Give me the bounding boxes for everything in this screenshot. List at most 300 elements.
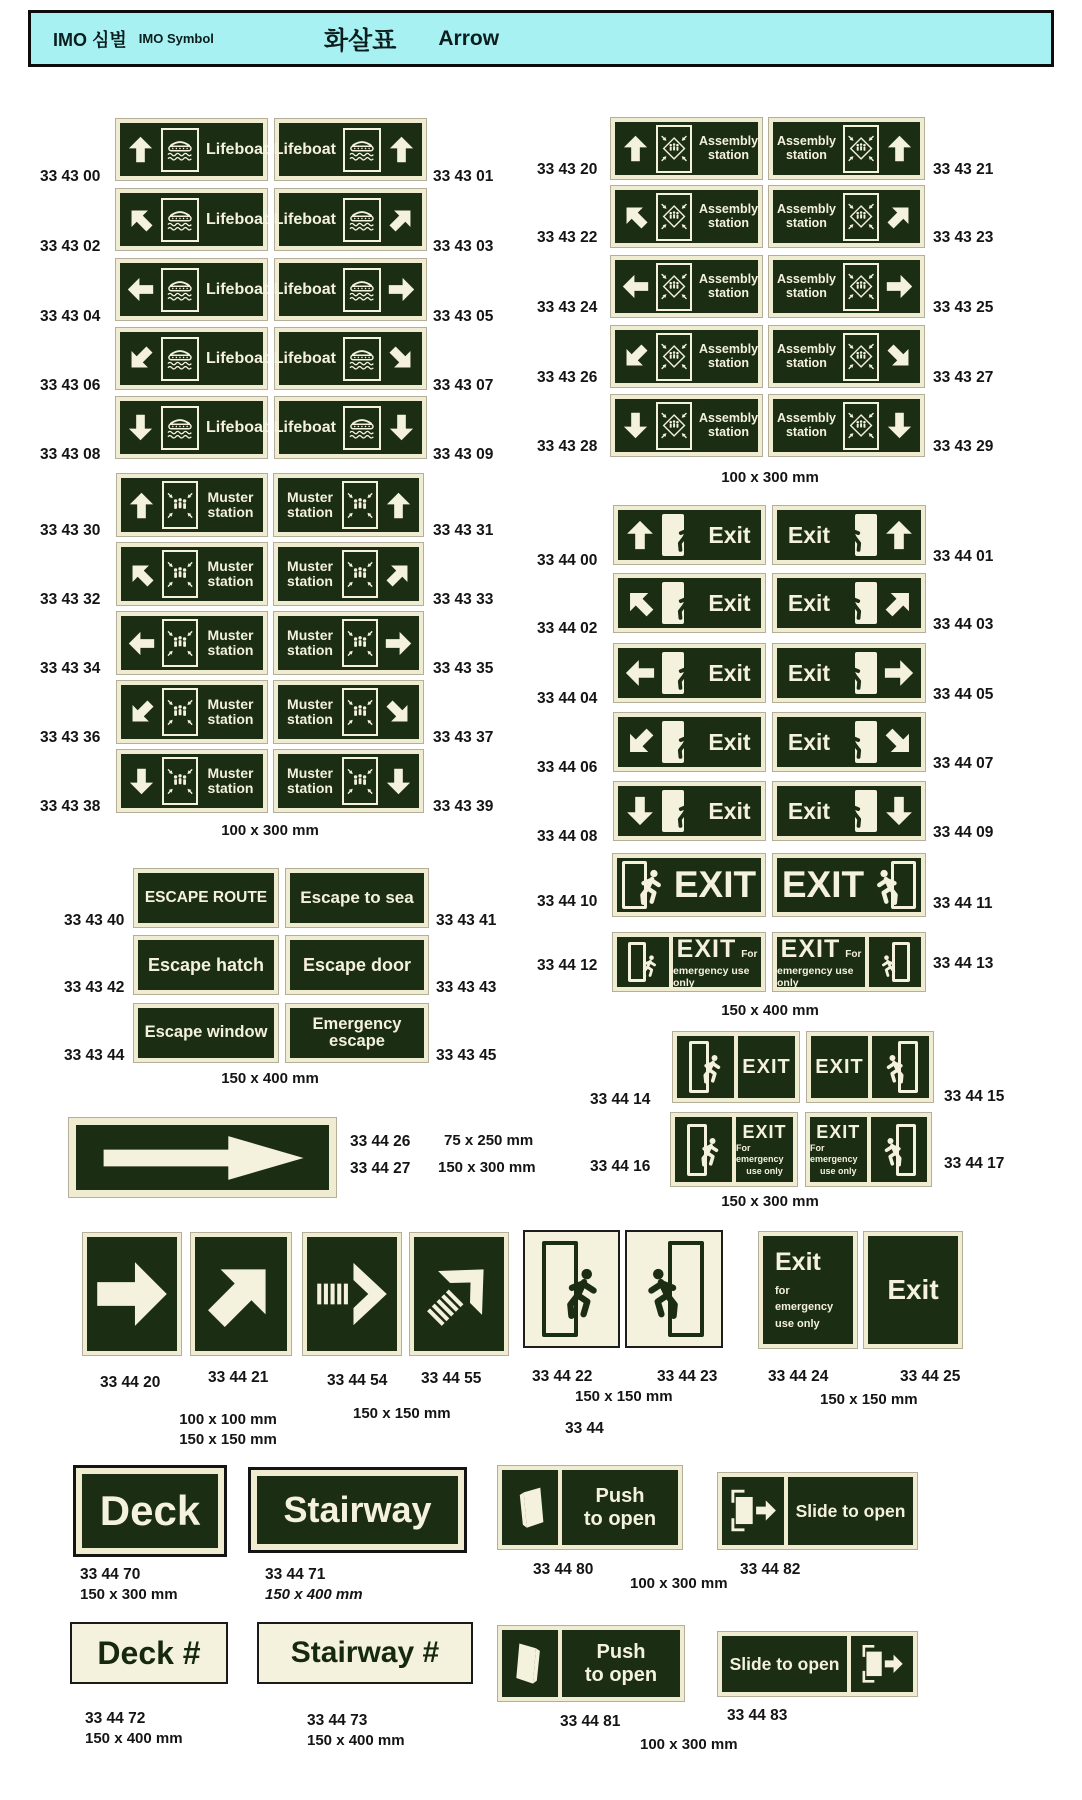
sign-33-43-39	[273, 749, 424, 813]
sign-text: Muster station	[207, 764, 254, 796]
sign-33-44-80	[497, 1465, 683, 1550]
sign-33-44-21	[190, 1232, 292, 1356]
exit-man-door-icon	[689, 1041, 723, 1093]
assembly-icon	[656, 333, 692, 381]
emergency-text: for	[775, 1284, 790, 1297]
running-man-icon	[880, 1046, 910, 1093]
running-man-icon	[870, 866, 907, 909]
arrow-up-left-icon	[625, 588, 655, 618]
exit-word: EXIT	[815, 1055, 864, 1078]
lifeboat-icon	[343, 337, 381, 381]
size-label: 150 x 400 mm	[307, 1732, 405, 1749]
exit-man-door-icon	[644, 1241, 704, 1337]
sign-33-44-09	[772, 781, 926, 841]
arrow-down-left-icon	[622, 343, 649, 370]
muster-icon	[342, 688, 378, 736]
code-label: 33 44 24	[768, 1368, 829, 1385]
sign-33-43-33	[273, 542, 424, 606]
sign-text: Assembly station	[776, 202, 836, 230]
sign-text: Assembly station	[699, 342, 759, 370]
code-label: 33 43 27	[933, 369, 994, 386]
sign-text: Muster station	[287, 488, 333, 520]
sign-text: Exit	[708, 659, 751, 686]
exit-man-door-icon	[841, 514, 877, 556]
arrow-up-icon	[625, 520, 655, 550]
sign-33-44-01	[772, 505, 926, 565]
code-label: 33 43 24	[537, 299, 598, 316]
sign-33-44-20	[82, 1232, 182, 1356]
sign-33-44-26-27	[68, 1117, 337, 1198]
sign-text: Exit	[787, 728, 831, 755]
sign-33-43-04	[115, 258, 268, 321]
exit-man-door-icon	[841, 652, 877, 694]
code-label: 33 44 15	[944, 1088, 1005, 1105]
code-label: 33 44 08	[537, 828, 598, 845]
sign-33-43-05	[274, 258, 427, 321]
sign-33-44-03	[772, 573, 926, 633]
arrow-down-icon	[128, 768, 155, 795]
sign-33-43-44	[133, 1003, 279, 1063]
arrow-up-icon	[127, 136, 154, 163]
running-man-icon	[670, 656, 702, 694]
code-label: 33 44 21	[208, 1369, 269, 1386]
arrow-up-left-icon	[127, 206, 154, 233]
sign-33-44-15	[806, 1031, 934, 1103]
sign-text: Push to open	[562, 1630, 680, 1697]
code-label: 33 43 08	[40, 446, 101, 463]
sign-text: Emergency escape	[312, 1014, 402, 1050]
exit-man-door-icon	[880, 942, 910, 982]
code-label: 33 43 01	[433, 168, 494, 185]
arrow-up-left-icon	[128, 561, 155, 588]
sign-33-43-08	[115, 396, 268, 459]
arrow-right-icon	[95, 1132, 310, 1184]
sign-33-43-36	[116, 680, 268, 744]
code-label: 33 44 17	[944, 1155, 1005, 1172]
sign-33-44-06	[613, 712, 766, 772]
muster-icon	[342, 550, 378, 598]
sign-text: Assembly station	[699, 202, 759, 230]
striped-arrow-right-icon	[315, 1257, 389, 1331]
running-man-icon	[637, 951, 660, 982]
sign-text: Stairway #	[290, 1636, 440, 1669]
sign-text: Exit	[708, 521, 751, 548]
code-label: 33 44 01	[933, 548, 994, 565]
sign-text: Lifeboat	[273, 349, 336, 367]
code-label: 33 44 83	[727, 1707, 788, 1724]
code-label: 33 44 55	[421, 1370, 482, 1387]
striped-arrow-up-right-icon	[422, 1257, 496, 1331]
code-label: 33 44 10	[537, 893, 598, 910]
sign-text: Deck #	[97, 1634, 201, 1671]
code-label: 33 44 22	[532, 1368, 593, 1385]
arrow-left-icon	[622, 273, 649, 300]
code-label: 33 43 26	[537, 369, 598, 386]
running-man-icon	[879, 1129, 909, 1176]
code-label: 33 43 32	[40, 591, 101, 608]
sign-33-44-70	[73, 1465, 227, 1557]
sign-text: Assembly station	[699, 134, 759, 162]
arrow-left-icon	[625, 658, 655, 688]
arrow-up-icon	[128, 492, 155, 519]
sign-text: Muster station	[207, 488, 254, 520]
sign-33-43-27	[768, 325, 925, 388]
sign-text: Exit	[787, 797, 831, 824]
exit-word: EXIT	[780, 935, 841, 963]
sign-text: Muster station	[207, 626, 254, 658]
sign-33-44-04	[613, 643, 766, 703]
code-label: 33 44 16	[590, 1158, 651, 1175]
size-label: 150 x 400 mm	[85, 1730, 183, 1747]
running-man-icon	[639, 1251, 692, 1337]
code-label: 33 44 09	[933, 824, 994, 841]
size-label: 150 x 150 mm	[353, 1405, 451, 1422]
emergency-text: For emergency	[736, 1143, 784, 1165]
arrow-left-icon	[128, 630, 155, 657]
exit-word: EXIT	[673, 864, 757, 905]
sign-text: Assembly station	[776, 134, 836, 162]
exit-man-door-icon	[687, 1124, 721, 1176]
size-label: 150 x 300 mm	[721, 1193, 819, 1210]
code-label: 33 43 45	[436, 1047, 497, 1064]
code-label: 33 44 23	[657, 1368, 718, 1385]
sign-33-44-24	[758, 1231, 858, 1349]
assembly-icon	[843, 333, 879, 381]
muster-icon	[162, 481, 198, 529]
arrow-up-right-icon	[204, 1257, 278, 1331]
exit-man-door-icon	[841, 582, 877, 624]
sign-text: Escape hatch	[147, 954, 265, 975]
exit-word: Exit	[775, 1247, 821, 1276]
arrow-right-icon	[388, 276, 415, 303]
size-label: 100 x 300 mm	[640, 1736, 738, 1753]
code-label: 33 43 21	[933, 161, 994, 178]
arrow-down-icon	[622, 412, 649, 439]
code-label: 33 43 44	[64, 1047, 125, 1064]
header-imo-symbol: IMO Symbol	[138, 31, 214, 46]
sign-text: Exit	[787, 589, 831, 616]
code-label: 33 44 06	[537, 759, 598, 776]
code-label: 33 44 25	[900, 1368, 961, 1385]
running-man-icon	[554, 1251, 607, 1337]
code-label: 33 43 33	[433, 591, 494, 608]
code-label: 33 43 20	[537, 161, 598, 178]
exit-word: EXIT	[676, 935, 737, 963]
sign-33-43-09	[274, 396, 427, 459]
code-label: 33 44 70	[80, 1566, 141, 1583]
sign-text: Assembly station	[699, 411, 759, 439]
arrow-down-left-icon	[127, 345, 154, 372]
running-man-icon	[838, 656, 870, 694]
code-label: 33 44 54	[327, 1372, 388, 1389]
size-label: 100 x 300 mm	[221, 822, 319, 839]
sign-33-43-37	[273, 680, 424, 744]
code-label: 33 44 13	[933, 955, 994, 972]
exit-man-door-icon	[662, 790, 698, 832]
arrow-up-icon	[884, 520, 914, 550]
sign-text: Assembly station	[699, 272, 759, 300]
arrow-down-right-icon	[886, 343, 913, 370]
running-man-icon	[631, 866, 668, 909]
running-man-icon	[670, 518, 702, 556]
size-label: 150 x 400 mm	[721, 1002, 819, 1019]
arrow-down-icon	[886, 412, 913, 439]
size-label: 150 x 150 mm	[179, 1431, 277, 1448]
exit-man-door-icon	[841, 790, 877, 832]
code-label: 33 44 73	[307, 1712, 368, 1729]
assembly-icon	[656, 402, 692, 450]
sign-text: Lifeboat	[206, 140, 269, 158]
code-label: 33 43 06	[40, 377, 101, 394]
sign-text: Lifeboat	[206, 349, 269, 367]
arrow-down-right-icon	[385, 699, 412, 726]
code-label: 33 44 82	[740, 1561, 801, 1578]
code-label: 33 44 26	[350, 1133, 411, 1150]
sign-33-43-29	[768, 394, 925, 457]
exit-man-door-icon	[874, 861, 916, 909]
arrow-left-icon	[127, 276, 154, 303]
sign-33-43-21	[768, 117, 925, 180]
sign-33-43-32	[116, 542, 268, 606]
sign-text: Muster station	[287, 557, 333, 589]
code-label: 33 44	[565, 1420, 604, 1437]
slide-door-icon	[851, 1636, 913, 1692]
push-door-icon	[502, 1630, 558, 1697]
running-man-icon	[877, 951, 900, 982]
running-man-icon	[670, 725, 702, 763]
arrow-down-icon	[127, 414, 154, 441]
code-label: 33 44 14	[590, 1091, 651, 1108]
sign-text: Escape to sea	[300, 888, 414, 908]
sign-33-44-73	[257, 1622, 473, 1684]
arrow-up-icon	[622, 135, 649, 162]
sign-33-43-02	[115, 188, 268, 251]
code-label: 33 44 05	[933, 686, 994, 703]
sign-33-43-20	[610, 117, 763, 180]
sign-33-43-30	[116, 473, 268, 537]
emergency-text: emergency use only	[777, 965, 854, 989]
code-label: 33 43 36	[40, 729, 101, 746]
size-label: 150 x 150 mm	[820, 1391, 918, 1408]
arrow-down-icon	[388, 414, 415, 441]
arrow-down-right-icon	[884, 727, 914, 757]
arrow-up-icon	[385, 492, 412, 519]
code-label: 33 44 02	[537, 620, 598, 637]
lifeboat-icon	[161, 406, 199, 450]
code-label: 33 43 40	[64, 912, 125, 929]
emergency-text: emergency	[775, 1301, 834, 1314]
sign-33-43-03	[274, 188, 427, 251]
exit-man-door-icon	[622, 861, 664, 909]
assembly-icon	[843, 263, 879, 311]
sign-text: Slide to open	[722, 1636, 847, 1692]
running-man-icon	[838, 586, 870, 624]
sign-33-44-00	[613, 505, 766, 565]
running-man-icon	[838, 518, 870, 556]
sign-text: Slide to open	[788, 1477, 913, 1545]
sign-text: Stairway	[283, 1489, 432, 1531]
sign-33-43-24	[610, 255, 763, 318]
arrow-up-icon	[886, 135, 913, 162]
code-label: 33 44 03	[933, 616, 994, 633]
lifeboat-icon	[161, 337, 199, 381]
arrow-down-right-icon	[388, 345, 415, 372]
exit-man-door-icon	[882, 1124, 916, 1176]
code-label: 33 43 03	[433, 238, 494, 255]
code-label: 33 43 42	[64, 979, 125, 996]
exit-word: EXIT	[742, 1122, 787, 1143]
lifeboat-icon	[343, 198, 381, 242]
sign-33-44-83	[717, 1631, 918, 1697]
sign-33-44-72	[70, 1622, 228, 1684]
code-label: 33 44 72	[85, 1710, 146, 1727]
emergency-text: use only	[819, 1165, 857, 1176]
sign-33-44-12	[612, 932, 766, 992]
sign-33-43-06	[115, 327, 268, 390]
code-label: 33 44 20	[100, 1374, 161, 1391]
sign-text: Muster station	[207, 695, 254, 727]
running-man-icon	[838, 725, 870, 763]
sign-33-43-40	[133, 868, 279, 928]
sign-33-43-23	[768, 185, 925, 248]
sign-text: Lifeboat	[273, 210, 336, 228]
exit-man-door-icon	[662, 721, 698, 763]
code-label: 33 43 04	[40, 308, 101, 325]
code-label: 33 43 37	[433, 729, 494, 746]
arrow-up-left-icon	[622, 203, 649, 230]
sign-text: Muster station	[207, 557, 254, 589]
sign-text: Muster station	[287, 695, 333, 727]
assembly-icon	[843, 402, 879, 450]
sign-text: Exit	[708, 728, 751, 755]
code-label: 33 44 81	[560, 1713, 621, 1730]
sign-text: Assembly station	[776, 272, 836, 300]
code-label: 33 43 07	[433, 377, 494, 394]
code-label: 33 43 28	[537, 438, 598, 455]
muster-icon	[162, 550, 198, 598]
push-door-icon	[502, 1470, 558, 1545]
size-label: 150 x 300 mm	[80, 1586, 178, 1603]
sign-33-44-14	[672, 1031, 800, 1103]
code-label: 33 43 05	[433, 308, 494, 325]
sign-33-43-22	[610, 185, 763, 248]
sign-text: Deck	[99, 1486, 201, 1534]
sign-33-44-71	[248, 1467, 467, 1553]
sign-text: Exit	[708, 589, 751, 616]
exit-man-door-icon	[841, 721, 877, 763]
code-label: 33 44 71	[265, 1566, 326, 1583]
code-label: 33 43 38	[40, 798, 101, 815]
sign-text: Push to open	[562, 1470, 678, 1545]
sign-33-44-82	[717, 1472, 918, 1550]
sign-33-44-10	[612, 853, 766, 917]
sign-33-43-26	[610, 325, 763, 388]
sign-33-43-35	[273, 611, 424, 675]
arrow-down-icon	[625, 796, 655, 826]
code-label: 33 44 04	[537, 690, 598, 707]
running-man-icon	[670, 586, 702, 624]
code-label: 33 43 39	[433, 798, 494, 815]
slide-door-icon	[722, 1477, 784, 1545]
sign-text: Lifeboat	[206, 418, 269, 436]
sign-text: Muster station	[287, 764, 333, 796]
code-label: 33 43 34	[40, 660, 101, 677]
assembly-icon	[656, 125, 692, 173]
emergency-text: For emergency	[810, 1143, 858, 1165]
running-man-icon	[694, 1129, 724, 1176]
arrow-right-icon	[385, 630, 412, 657]
header-imo-korean: IMO 심벌	[53, 29, 127, 50]
code-label: 33 43 25	[933, 299, 994, 316]
arrow-down-icon	[385, 768, 412, 795]
sign-text: Assembly station	[776, 411, 836, 439]
sign-33-44-05	[772, 643, 926, 703]
sign-33-44-02	[613, 573, 766, 633]
size-label: 100 x 300 mm	[721, 469, 819, 486]
arrow-up-right-icon	[886, 203, 913, 230]
sign-33-44-22	[523, 1230, 620, 1348]
emergency-text: use only	[746, 1165, 783, 1176]
size-label: 150 x 400 mm	[221, 1070, 319, 1087]
sign-text: Exit	[787, 521, 831, 548]
sign-33-43-43	[285, 935, 429, 995]
size-label: 100 x 300 mm	[630, 1575, 728, 1592]
exit-word: EXIT	[816, 1122, 861, 1143]
arrow-right-icon	[95, 1257, 169, 1331]
arrow-down-left-icon	[625, 727, 655, 757]
sign-text: Lifeboat	[206, 210, 269, 228]
code-label: 33 43 00	[40, 168, 101, 185]
lifeboat-icon	[161, 198, 199, 242]
sign-33-44-07	[772, 712, 926, 772]
exit-man-door-icon	[662, 652, 698, 694]
sign-text: Lifeboat	[206, 280, 269, 298]
header-arrow-english: Arrow	[438, 26, 500, 50]
code-label: 33 44 80	[533, 1561, 594, 1578]
emergency-text: emergency use only	[673, 965, 750, 989]
sign-33-43-31	[273, 473, 424, 537]
muster-icon	[342, 757, 378, 805]
sign-33-44-08	[613, 781, 766, 841]
header-arrow-korean: 화살표	[323, 26, 397, 55]
sign-33-43-28	[610, 394, 763, 457]
exit-man-door-icon	[628, 942, 658, 982]
muster-icon	[162, 619, 198, 667]
lifeboat-icon	[343, 268, 381, 312]
code-label: 33 43 23	[933, 229, 994, 246]
sign-33-44-55	[409, 1232, 509, 1356]
exit-word: EXIT	[781, 864, 865, 905]
exit-word: EXIT	[742, 1055, 791, 1078]
assembly-icon	[656, 193, 692, 241]
sign-33-44-13	[772, 932, 926, 992]
emergency-text: use only	[775, 1317, 820, 1330]
sign-text: Escape window	[144, 1023, 268, 1042]
size-label: 100 x 100 mm	[179, 1411, 277, 1428]
lifeboat-icon	[343, 406, 381, 450]
sign-33-43-34	[116, 611, 268, 675]
sign-33-43-38	[116, 749, 268, 813]
sign-text: Escape door	[302, 954, 412, 975]
assembly-icon	[843, 193, 879, 241]
exit-man-door-icon	[662, 582, 698, 624]
code-label: 33 44 11	[933, 895, 993, 912]
size-label: 75 x 250 mm	[444, 1132, 534, 1149]
sign-33-43-45	[285, 1003, 429, 1063]
muster-icon	[342, 619, 378, 667]
code-label: 33 43 31	[433, 522, 494, 539]
arrow-down-left-icon	[128, 699, 155, 726]
